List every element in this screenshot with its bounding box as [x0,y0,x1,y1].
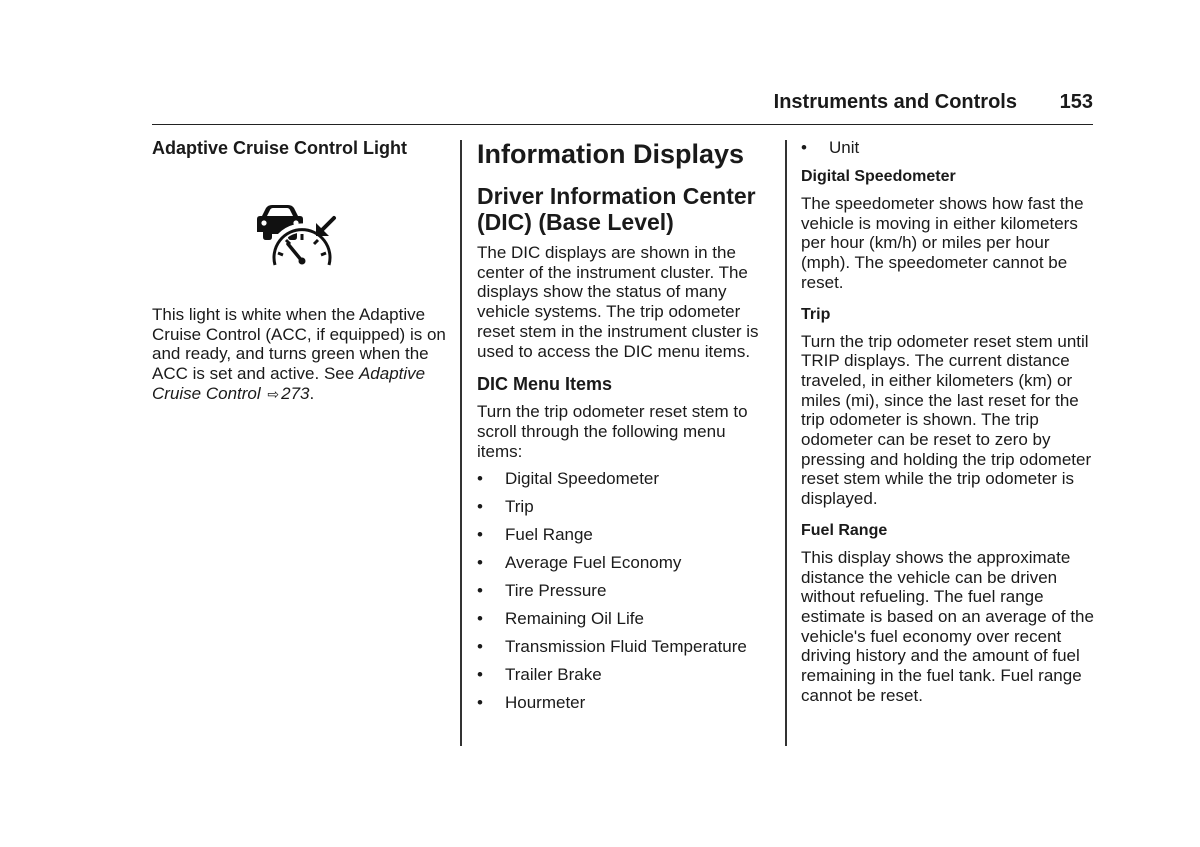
page-header [152,88,1093,125]
list-item: • Hourmeter [477,693,586,713]
list-item: • Remaining Oil Life [477,609,644,629]
trip-text: Turn the trip odometer reset stem until TRIP displays. The current distance traveled, in either kilometers (km) or miles (mi), since the last reset for the trip odometer is shown. The trip odometer can be reset to zero by pressing and holding the trip odometer reset stem while the trip odometer is displayed. [801,331,1092,509]
list-item: • Unit [801,138,860,157]
page-number: 153 [1059,91,1093,113]
section-title: Instruments and Controls [773,91,1017,113]
column-1 [152,138,447,159]
page-title: Information Displays [477,139,745,169]
fuel-range-text: This display shows the approximate distance the vehicle can be driven without refueling. The fuel range estimate is based on an average of the vehicle's fuel economy over recent driving history and the amount of fuel remaining in the fuel tank. Fuel range cannot be reset. [801,547,1094,705]
column-divider-1 [460,140,462,746]
list-item: • Digital Speedometer [477,469,660,489]
digital-speedometer-heading: Digital Speedometer [801,168,956,185]
list-item: • Tire Pressure [477,581,607,601]
acc-light-heading: Adaptive Cruise Control Light [152,138,408,158]
digital-speedometer-text: The speedometer shows how fast the vehicle is moving in either kilometers per hour (km/h) or miles per hour (mph). The speedometer cannot be reset. [801,194,1084,292]
dic-menu-list [477,469,772,721]
continued-list [801,138,1097,166]
acc-light-text: This light is white when the Adaptive Cruise Control (ACC, if equipped) is on and ready, and turns green when the ACC is set and active. See [152,305,446,384]
list-item: • Fuel Range [477,525,593,545]
dic-menu-heading: DIC Menu Items [477,374,613,395]
dic-heading: Driver Information Center (DIC) (Base Level) [477,183,756,235]
column-2 [477,138,772,721]
acc-reference-page: 273 [281,383,310,403]
list-item: • Transmission Fluid Temperature [477,637,747,657]
acc-reference-text: Adaptive Cruise Control [152,364,426,403]
dic-menu-intro: Turn the trip odometer reset stem to scroll through the following menu items: [477,402,748,461]
list-item: • Average Fuel Economy [477,553,682,573]
fuel-range-heading: Fuel Range [801,521,888,539]
acc-light-description [152,305,447,405]
acc-reference-period: . [309,383,315,403]
list-item: • Trailer Brake [477,665,602,685]
dic-intro: The DIC displays are shown in the center of the instrument cluster. The displays show the status of many vehicle systems. The trip odometer reset stem in the instrument cluster is used to access the DIC menu items. [477,243,759,361]
list-item: • Trip [477,497,534,517]
trip-heading: Trip [801,305,831,323]
adaptive-cruise-control-icon [256,204,340,270]
column-divider-2 [785,140,787,746]
column-3 [801,138,1097,705]
page-reference-icon: ⇨ [267,385,280,402]
